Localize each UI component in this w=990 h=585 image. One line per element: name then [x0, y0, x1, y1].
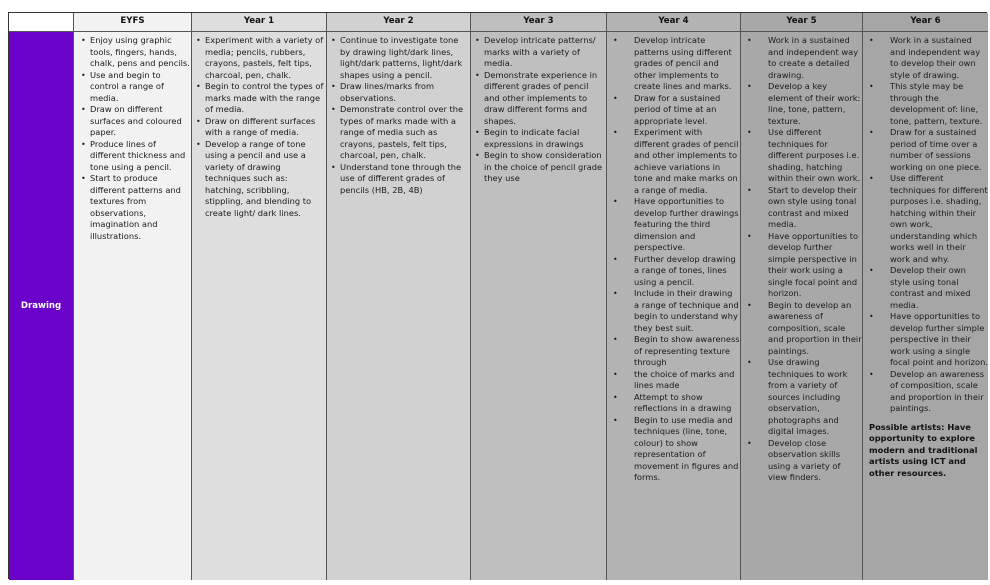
- list-item: • Develop an awareness of composition, scale and proportion in their paintings.: [863, 369, 988, 415]
- list-item: • Begin to use media and techniques (line, tone, colour) to show representation of movement in figures and forms.: [607, 415, 740, 484]
- list-item: • Begin to indicate facial expressions in drawings: [471, 127, 606, 150]
- list-item: • Work in a sustained and independent way to create a detailed drawing.: [741, 35, 862, 81]
- list-item: • Draw lines/marks from observations.: [327, 81, 470, 104]
- list-item: • Include in their drawing a range of technique and begin to understand why they best suit.: [607, 288, 740, 334]
- list-item: • Have opportunities to develop further simple perspective in their work using a single focal point and horizon.: [741, 231, 862, 300]
- header-year-5: Year 5: [741, 13, 863, 32]
- list-item: • the choice of marks and lines made: [607, 369, 740, 392]
- header-year-1: Year 1: [192, 13, 327, 32]
- drawing-curriculum-table: [8, 12, 987, 579]
- cell-eyfs: [74, 32, 192, 580]
- list-item: • Begin to show awareness of representing texture through: [607, 334, 740, 369]
- corner-cell: [9, 13, 74, 32]
- list-item: • Understand tone through the use of different grades of pencils (HB, 2B, 4B): [327, 162, 470, 197]
- header-eyfs: EYFS: [74, 13, 192, 32]
- list-item: • Start to produce different patterns and textures from observations, imagination and illustrations.: [74, 173, 191, 242]
- list-item: • Use different techniques for different purposes i.e. shading, hatching within their own work, understanding which works well in their work and why.: [863, 173, 988, 265]
- list-item: • Use and begin to control a range of media.: [74, 70, 191, 105]
- list-item: • Further develop drawing a range of tones, lines using a pencil.: [607, 254, 740, 289]
- list-item: • Develop a key element of their work: line, tone, pattern, texture.: [741, 81, 862, 127]
- cell-year-4: [607, 32, 741, 580]
- row-label-drawing: Drawing: [9, 32, 74, 580]
- cell-year-3: [471, 32, 607, 580]
- header-year-4: Year 4: [607, 13, 741, 32]
- possible-artists-note: Possible artists: Have opportunity to explore modern and traditional artists using ICT and other resources.: [869, 421, 978, 478]
- list-item: • Start to develop their own style using tonal contrast and mixed media.: [741, 185, 862, 231]
- list-item: • Begin to develop an awareness of composition, scale and proportion in their paintings.: [741, 300, 862, 358]
- list-item: • Enjoy using graphic tools, fingers, hands, chalk, pens and pencils.: [74, 35, 191, 70]
- list-item: • Experiment with a variety of media; pencils, rubbers, crayons, pastels, felt tips, charcoal, pen, chalk.: [192, 35, 326, 81]
- header-year-6: Year 6: [863, 13, 988, 32]
- list-item: • Begin to control the types of marks made with the range of media.: [192, 81, 326, 116]
- list-item: • This style may be through the development of: line, tone, pattern, texture.: [863, 81, 988, 127]
- list-item: • Develop their own style using tonal contrast and mixed media.: [863, 265, 988, 311]
- list-item: • Attempt to show reflections in a drawing: [607, 392, 740, 415]
- list-item: • Have opportunities to develop further drawings featuring the third dimension and perspective.: [607, 196, 740, 254]
- list-item: • Work in a sustained and independent way to develop their own style of drawing.: [863, 35, 988, 81]
- list-item: • Draw for a sustained period of time at an appropriate level.: [607, 93, 740, 128]
- list-item: • Develop close observation skills using a variety of view finders.: [741, 438, 862, 484]
- list-item: • Develop a range of tone using a pencil and use a variety of drawing techniques such as: hatching, scribbling, stippling, and blending to create light/ dark lines.: [192, 139, 326, 220]
- list-item: • Develop intricate patterns using different grades of pencil and other implements to create lines and marks.: [607, 35, 740, 93]
- header-year-2: Year 2: [327, 13, 471, 32]
- cell-year-5: [741, 32, 863, 580]
- cell-year-6: [863, 32, 988, 580]
- header-year-3: Year 3: [471, 13, 607, 32]
- list-item: • Draw on different surfaces with a range of media.: [192, 116, 326, 139]
- list-item: • Have opportunities to develop further simple perspective in their work using a single focal point and horizon.: [863, 311, 988, 369]
- list-item: • Use different techniques for different purposes i.e. shading, hatching within their own work.: [741, 127, 862, 185]
- list-item: • Draw for a sustained period of time over a number of sessions working on one piece.: [863, 127, 988, 173]
- cell-year-1: [192, 32, 327, 580]
- list-item: • Demonstrate control over the types of marks made with a range of media such as crayons, pastels, felt tips, charcoal, pen, chalk.: [327, 104, 470, 162]
- list-item: • Produce lines of different thickness and tone using a pencil.: [74, 139, 191, 174]
- cell-year-2: [327, 32, 471, 580]
- list-item: • Demonstrate experience in different grades of pencil and other implements to draw different forms and shapes.: [471, 70, 606, 128]
- list-item: • Develop intricate patterns/ marks with a variety of media.: [471, 35, 606, 70]
- list-item: • Continue to investigate tone by drawing light/dark lines, light/dark patterns, light/dark shapes using a pencil.: [327, 35, 470, 81]
- list-item: • Use drawing techniques to work from a variety of sources including observation, photographs and digital images.: [741, 357, 862, 438]
- list-item: • Begin to show consideration in the choice of pencil grade they use: [471, 150, 606, 185]
- list-item: • Experiment with different grades of pencil and other implements to achieve variations in tone and make marks on a range of media.: [607, 127, 740, 196]
- list-item: • Draw on different surfaces and coloured paper.: [74, 104, 191, 139]
